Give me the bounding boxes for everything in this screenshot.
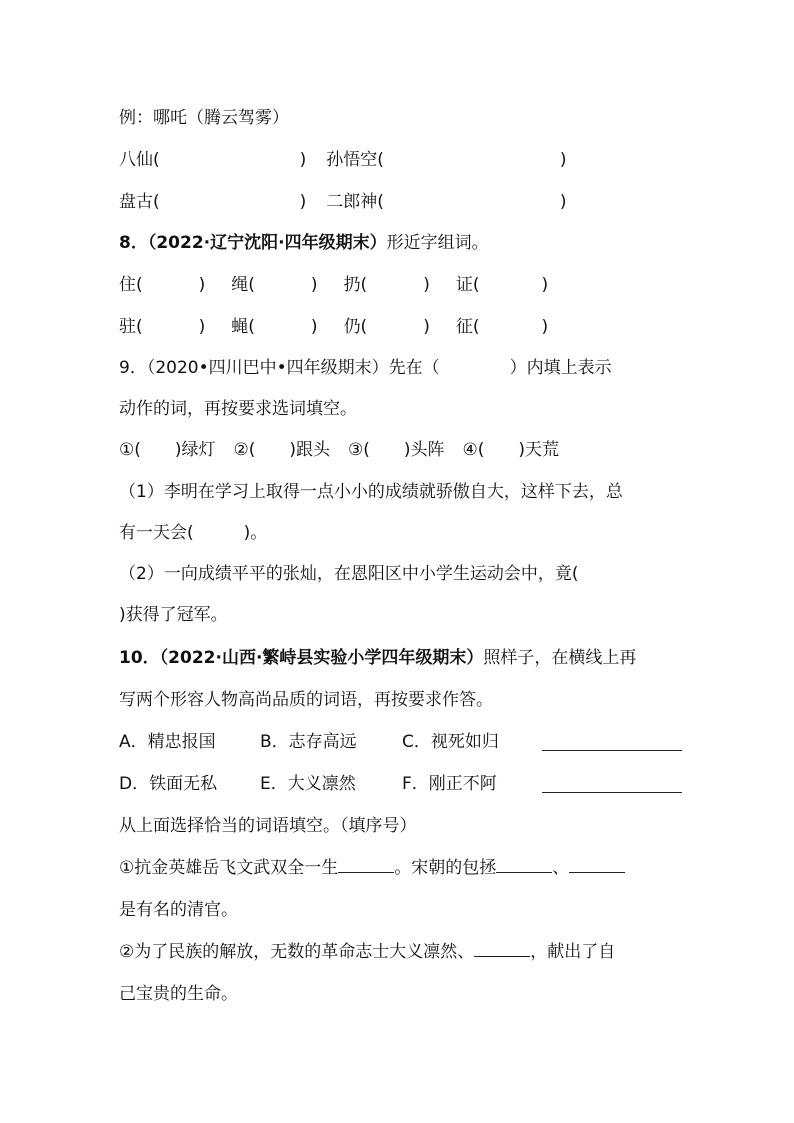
q9-sentence2-cont: )获得了冠军。 bbox=[119, 605, 228, 625]
option-a: A．精忠报国 bbox=[119, 732, 216, 752]
question-text: 照样子，在横线上再 bbox=[483, 648, 637, 668]
fill-blank[interactable] bbox=[338, 856, 394, 873]
q10-sentence2: ②为了民族的解放，无数的革命志士大义凛然、 ，献出了自 bbox=[119, 942, 616, 962]
q9-sentence1: （1）李明在学习上取得一点小小的成绩就骄傲自大，这样下去，总 bbox=[119, 482, 623, 502]
q9-options: ①( )绿灯 ②( )跟头 ③( )头阵 ④( )天荒 bbox=[119, 440, 560, 460]
option-b: B．志存高远 bbox=[260, 732, 357, 752]
fill-blank[interactable] bbox=[474, 940, 530, 957]
option-d: D．铁面无私 bbox=[119, 774, 218, 794]
blank-label: 八仙( bbox=[119, 150, 160, 170]
q10-instruction: 从上面选择恰当的词语填空。（填序号） bbox=[119, 816, 417, 836]
q10-sentence2-cont: 己宝贵的生命。 bbox=[119, 984, 238, 1004]
option-c: C．视死如归 bbox=[402, 732, 499, 752]
option-f: F．刚正不阿 bbox=[402, 774, 497, 794]
q9-sentence1-cont: 有一天会( )。 bbox=[119, 523, 268, 543]
question-source: （2022·山西·繁峙县实验小学四年级期末） bbox=[159, 648, 484, 668]
fill-blank[interactable] bbox=[569, 856, 625, 873]
q8-heading bbox=[119, 231, 489, 255]
question-number: 8． bbox=[119, 233, 148, 253]
question-text: 9．（2020•四川巴中•四年级期末）先在（ bbox=[119, 358, 440, 378]
blank-label: 孙悟空( bbox=[326, 150, 384, 170]
q9-line1: 9．（2020•四川巴中•四年级期末）先在（ ）内填上表示 bbox=[119, 358, 612, 378]
q7-row2: 盘古( ) 二郎神( ) bbox=[119, 192, 567, 212]
blank-label: 二郎神( bbox=[326, 192, 384, 212]
question-number: 10． bbox=[119, 648, 160, 668]
q10-line2: 写两个形容人物高尚品质的词语，再按要求作答。 bbox=[119, 690, 493, 710]
q9-sentence2: （2）一向成绩平平的张灿，在恩阳区中小学生运动会中，竟( bbox=[119, 564, 579, 584]
q8-row1: 住( ) 绳( ) 扔( ) 证( ) bbox=[119, 275, 549, 295]
option-e: E．大义凛然 bbox=[260, 774, 356, 794]
blank-label: 盘古( bbox=[119, 192, 160, 212]
q7-row1: 八仙( ) 孙悟空( ) bbox=[119, 150, 567, 170]
q9-line2: 动作的词，再按要求选词填空。 bbox=[119, 399, 357, 419]
answer-line-2[interactable] bbox=[542, 772, 682, 793]
q10-sentence1: ①抗金英雄岳飞文武双全一生 。宋朝的包拯 、 bbox=[119, 856, 625, 880]
question-text: 形近字组词。 bbox=[386, 233, 489, 253]
example-line: 例：哪吒（腾云驾雾） bbox=[119, 108, 289, 128]
answer-line-1[interactable] bbox=[542, 730, 682, 751]
fill-blank[interactable] bbox=[496, 856, 552, 873]
q8-row2: 驻( ) 蝇( ) 仍( ) 征( ) bbox=[119, 317, 549, 337]
question-source: （2022·辽宁沈阳·四年级期末） bbox=[147, 233, 387, 253]
q10-sentence1-cont: 是有名的清官。 bbox=[119, 900, 238, 920]
q10-heading bbox=[119, 646, 636, 670]
